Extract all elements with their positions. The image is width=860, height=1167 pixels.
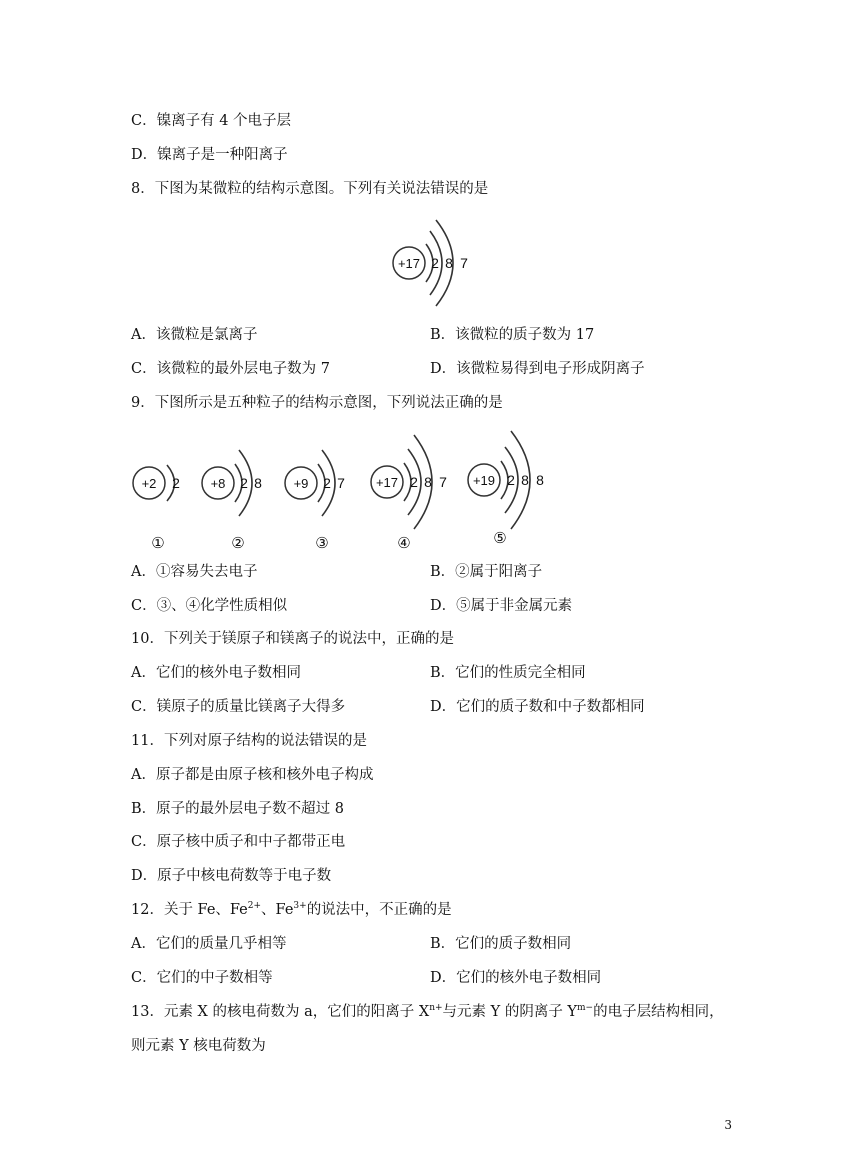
svg-text:8: 8 — [424, 474, 432, 490]
q9-option-d: D．⑤属于非金属元素 — [430, 598, 573, 614]
q9-option-b: B．②属于阳离子 — [430, 564, 543, 580]
q11-option-d: D．原子中核电荷数等于电子数 — [131, 868, 332, 884]
svg-text:7: 7 — [439, 474, 447, 490]
svg-text:8: 8 — [536, 472, 544, 488]
svg-text:+2: +2 — [141, 476, 157, 491]
svg-text:+8: +8 — [210, 476, 226, 491]
q8-option-c: C．该微粒的最外层电子数为 7 — [131, 361, 330, 377]
q12-stem: 12．关于 Fe、$Fe^{2+}$、$Fe^{3+}$的说法中，不正确的是 — [131, 901, 452, 918]
q8-electrons-shell-2: 8 — [445, 255, 453, 271]
q11-stem: 11．下列对原子结构的说法错误的是 — [131, 733, 367, 749]
q8-option-d: D．该微粒易得到电子形成阴离子 — [430, 361, 645, 377]
q12-option-c: C．它们的中子数相等 — [131, 970, 273, 986]
q9-particle-2 — [199, 440, 279, 555]
q10-stem: 10．下列关于镁原子和镁离子的说法中，正确的是 — [131, 631, 454, 647]
svg-text:8: 8 — [521, 472, 529, 488]
q9-label-2: ② — [231, 534, 245, 552]
q8-nucleus-charge: +17 — [397, 256, 421, 271]
q9-label-5: ⑤ — [493, 529, 507, 547]
q10-option-c: C．镁原子的质量比镁离子大得多 — [131, 699, 346, 715]
q8-option-a: A．该微粒是氯离子 — [131, 327, 258, 343]
q9-stem: 9．下图所示是五种粒子的结构示意图，下列说法正确的是 — [131, 395, 503, 411]
q10-option-b: B．它们的性质完全相同 — [430, 665, 586, 681]
svg-text:+9: +9 — [293, 476, 309, 491]
svg-text:+19: +19 — [472, 473, 496, 488]
svg-text:2: 2 — [323, 475, 331, 491]
q10-option-a: A．它们的核外电子数相同 — [131, 665, 301, 681]
q8-stem: 8．下图为某微粒的结构示意图。下列有关说法错误的是 — [131, 181, 489, 197]
svg-text:2: 2 — [507, 472, 515, 488]
q9-label-3: ③ — [315, 534, 329, 552]
q10-option-d: D．它们的质子数和中子数都相同 — [430, 699, 645, 715]
svg-text:+17: +17 — [375, 475, 399, 490]
q13-stem-line-2: 则元素 Y 核电荷数为 — [131, 1038, 266, 1054]
q9-option-c: C．③、④化学性质相似 — [131, 598, 288, 614]
q11-option-a: A．原子都是由原子核和核外电子构成 — [131, 767, 374, 783]
q8-structure-diagram — [388, 214, 488, 314]
q9-particle-1 — [130, 455, 190, 555]
q9-particle-5 — [465, 425, 565, 555]
svg-text:8: 8 — [254, 475, 262, 491]
svg-text:7: 7 — [337, 475, 345, 491]
q8-electrons-shell-3: 7 — [460, 255, 468, 271]
q8-electrons-shell-1: 2 — [431, 255, 439, 271]
q11-option-b: B．原子的最外层电子数不超过 8 — [131, 801, 344, 817]
q11-option-c: C．原子核中质子和中子都带正电 — [131, 834, 346, 850]
q8-option-b: B．该微粒的质子数为 17 — [430, 327, 595, 343]
q12-option-d: D．它们的核外电子数相同 — [430, 970, 602, 986]
q7-option-c: C．镍离子有 4 个电子层 — [131, 113, 292, 129]
q9-label-4: ④ — [397, 534, 411, 552]
q13-stem-line-1: 13．元素 X 的核电荷数为 a，它们的阳离子 $X^{n+}$与元素 Y 的阴离子 $Y^{m-}$的电子层结构相同， — [131, 1003, 724, 1020]
svg-text:2: 2 — [240, 475, 248, 491]
svg-text:2: 2 — [172, 475, 180, 491]
q9-option-a: A．①容易失去电子 — [131, 564, 258, 580]
svg-text:2: 2 — [410, 474, 418, 490]
page-number: 3 — [724, 1118, 732, 1132]
q12-option-b: B．它们的质子数相同 — [430, 936, 572, 952]
q7-option-d: D．镍离子是一种阳离子 — [131, 147, 288, 163]
q12-option-a: A．它们的质量几乎相等 — [131, 936, 287, 952]
q9-label-1: ① — [151, 534, 165, 552]
q9-particle-4 — [368, 425, 468, 555]
q9-particle-3 — [282, 440, 362, 555]
